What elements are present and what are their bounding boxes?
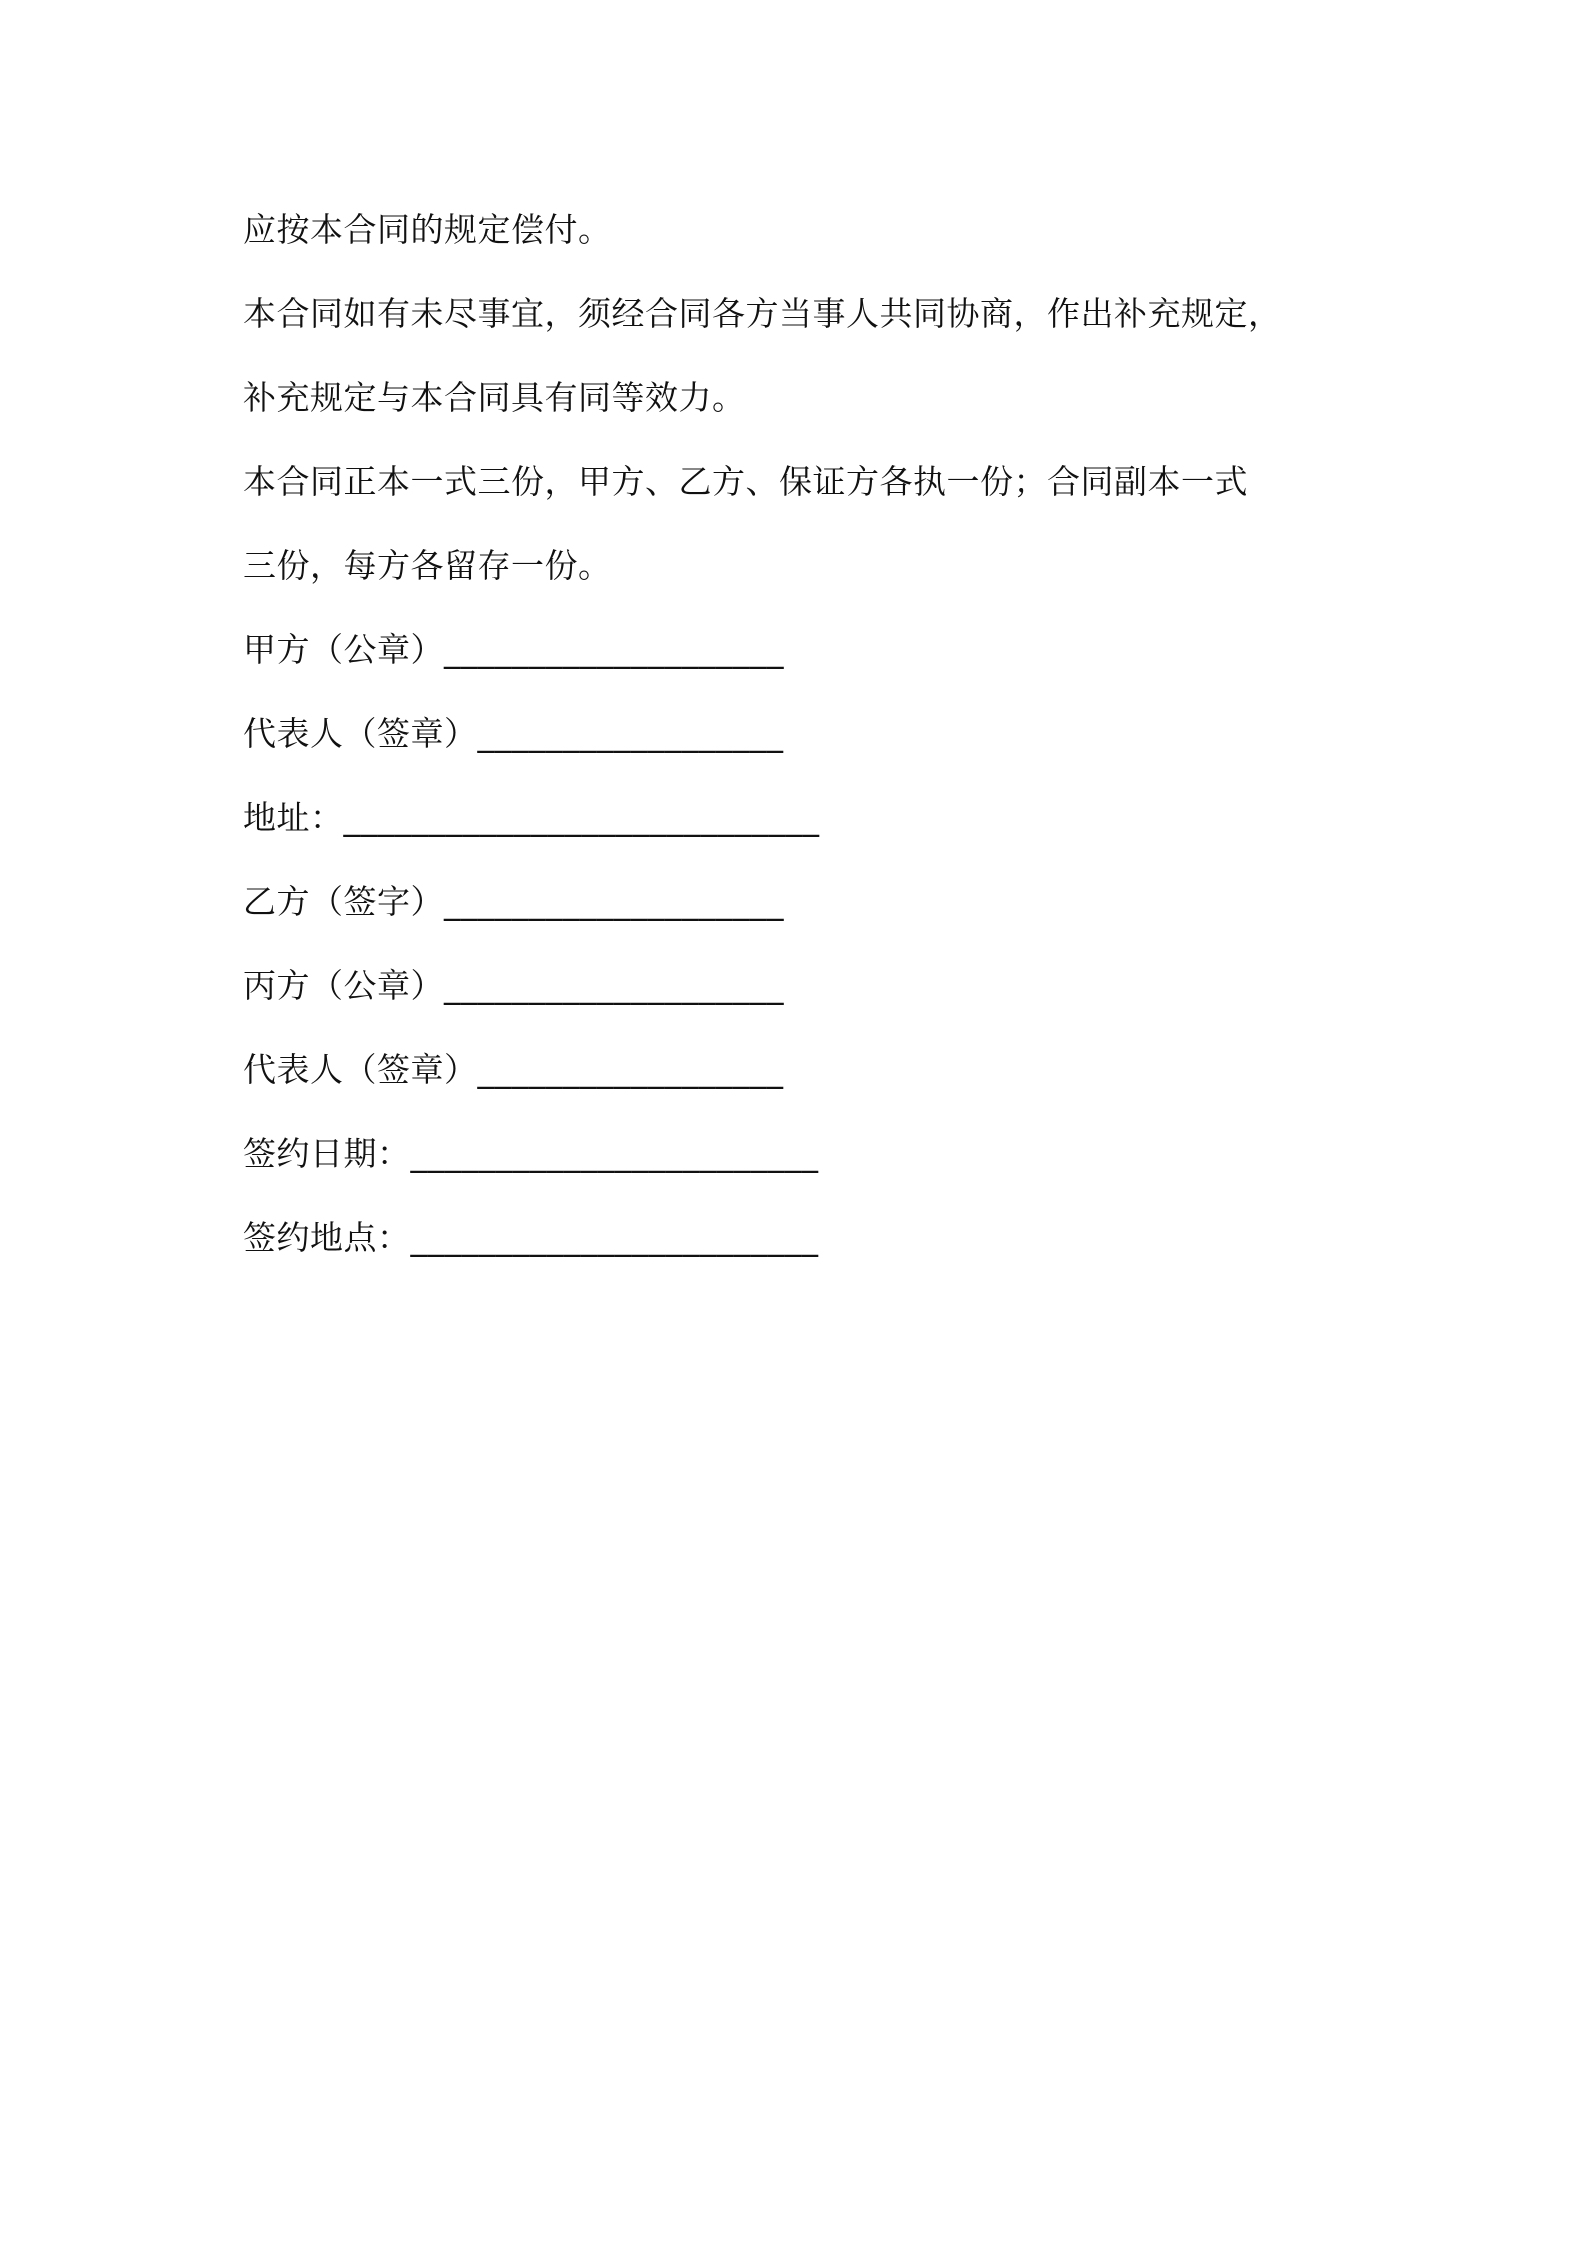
paragraph-supplement-2: 补充规定与本合同具有同等效力。 <box>243 378 746 417</box>
signing-date-line: 签约日期：________________________ <box>243 1134 819 1173</box>
paragraph-copies-1: 本合同正本一式三份，甲方、乙方、保证方各执一份；合同副本一式 <box>243 462 1248 501</box>
party-c-representative-line: 代表人（签章）__________________ <box>243 1050 784 1089</box>
signing-place-line: 签约地点：________________________ <box>243 1218 819 1257</box>
party-c-seal-line: 丙方（公章）____________________ <box>243 966 784 1005</box>
party-a-seal-line: 甲方（公章）____________________ <box>243 630 784 669</box>
address-line: 地址：____________________________ <box>243 798 820 837</box>
document-body <box>243 200 1363 1292</box>
party-a-representative-line: 代表人（签章）__________________ <box>243 714 784 753</box>
paragraph-supplement-1: 本合同如有未尽事宜，须经合同各方当事人共同协商，作出补充规定， <box>243 294 1282 333</box>
paragraph-copies-2: 三份，每方各留存一份。 <box>243 546 612 585</box>
paragraph-compensation: 应按本合同的规定偿付。 <box>243 210 612 249</box>
party-b-signature-line: 乙方（签字）____________________ <box>243 882 784 921</box>
